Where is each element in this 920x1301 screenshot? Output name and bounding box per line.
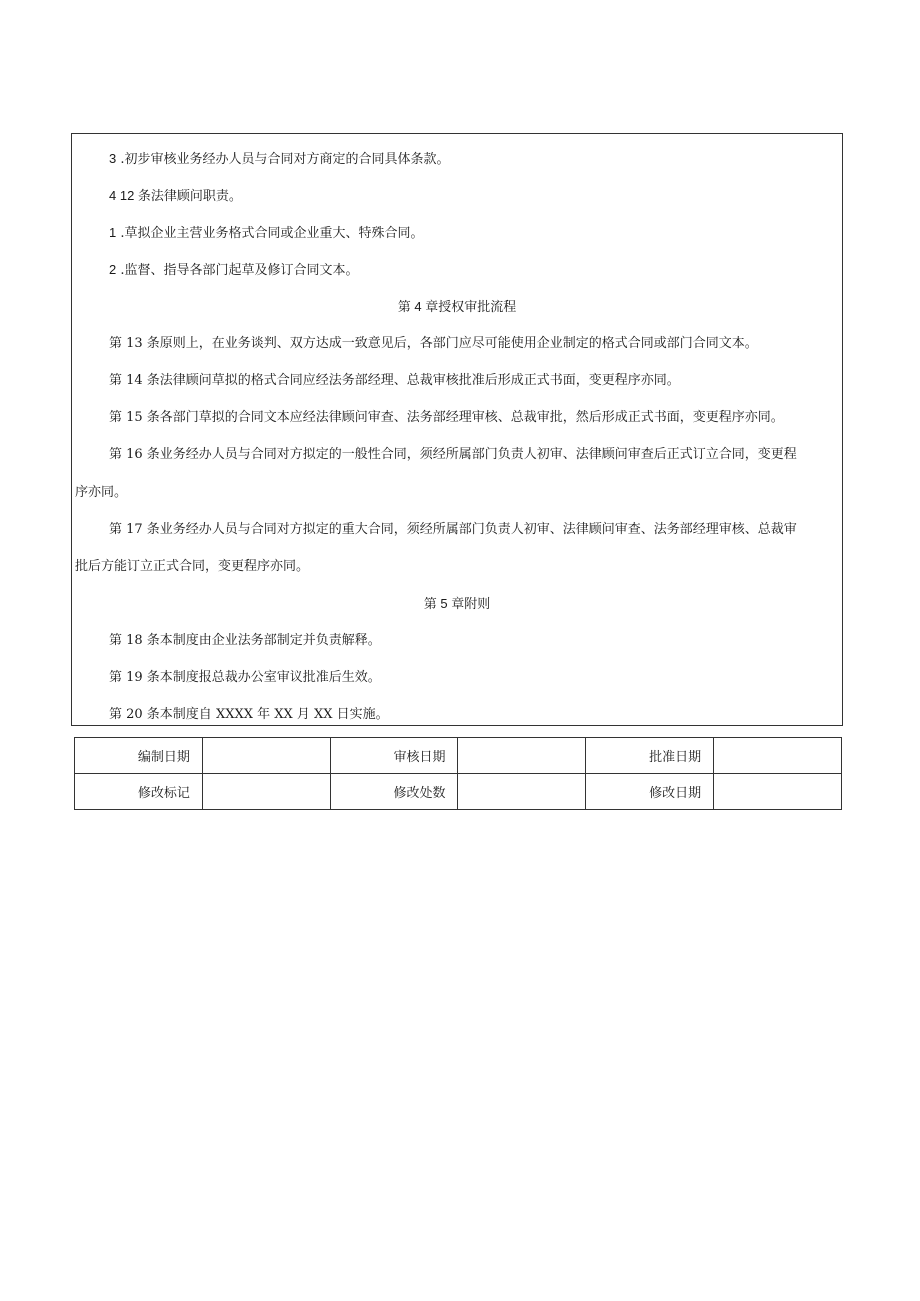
revision-mark-value — [202, 774, 330, 810]
revision-mark-label: 修改标记 — [75, 774, 203, 810]
clause-text: .草拟企业主营业务格式合同或企业重大、特殊合同。 — [116, 226, 424, 241]
review-date-label: 审核日期 — [330, 738, 458, 774]
clause-number: 4 — [109, 188, 117, 203]
clause-number: 3 — [109, 151, 117, 166]
review-date-value — [458, 738, 586, 774]
approval-record-table — [74, 737, 842, 810]
article-19: 第 19 条本制度报总裁办公室审议批准后生效。 — [109, 670, 381, 685]
clause-item-2 — [109, 262, 359, 279]
compile-date-value — [202, 738, 330, 774]
clause-item-1 — [109, 225, 424, 242]
approval-date-label: 批准日期 — [586, 738, 714, 774]
chapter-4-heading: 第 4 章授权审批流程 — [397, 299, 517, 314]
article-13: 第 13 条原则上，在业务谈判、双方达成一致意见后，各部门应尽可能使用企业制定的格式合同或部门合同文本。 — [109, 336, 758, 351]
article-18: 第 18 条本制度由企业法务部制定并负责解释。 — [109, 633, 381, 648]
revision-count-value — [458, 774, 586, 810]
approval-date-value — [714, 738, 842, 774]
article-17-line-1: 第 17 条业务经办人员与合同对方拟定的重大合同，须经所属部门负责人初审、法律顾问审查、法务部经理审核、总裁审 — [109, 522, 797, 537]
regulation-text-box — [71, 133, 843, 726]
compile-date-label: 编制日期 — [75, 738, 203, 774]
revision-date-label: 修改日期 — [586, 774, 714, 810]
clause-number: 1 — [109, 225, 117, 240]
clause-item-3 — [109, 151, 450, 168]
article-12-heading — [109, 188, 242, 205]
article-17-line-2: 批后方能订立正式合同，变更程序亦同。 — [75, 559, 310, 574]
clause-text: 12 条法律顾问职责。 — [116, 188, 242, 203]
article-14: 第 14 条法律顾问草拟的格式合同应经法务部经理、总裁审核批准后形成正式书面，变更程序亦同。 — [109, 373, 680, 388]
chapter-5-heading: 第 5 章附则 — [423, 596, 491, 611]
article-16-line-2: 序亦同。 — [75, 485, 128, 500]
article-20: 第 20 条本制度自 XXXX 年 XX 月 XX 日实施。 — [109, 707, 389, 722]
table-row — [75, 738, 842, 774]
clause-text: .监督、指导各部门起草及修订合同文本。 — [116, 263, 359, 278]
table-row — [75, 774, 842, 810]
clause-number: 2 — [109, 262, 117, 277]
revision-date-value — [714, 774, 842, 810]
article-15: 第 15 条各部门草拟的合同文本应经法律顾问审查、法务部经理审核、总裁审批，然后形成正式书面，变更程序亦同。 — [109, 410, 784, 425]
revision-count-label: 修改处数 — [330, 774, 458, 810]
clause-text: .初步审核业务经办人员与合同对方商定的合同具体条款。 — [116, 152, 450, 167]
article-16-line-1: 第 16 条业务经办人员与合同对方拟定的一般性合同，须经所属部门负责人初审、法律顾问审查后正式订立合同，变更程 — [109, 447, 797, 462]
